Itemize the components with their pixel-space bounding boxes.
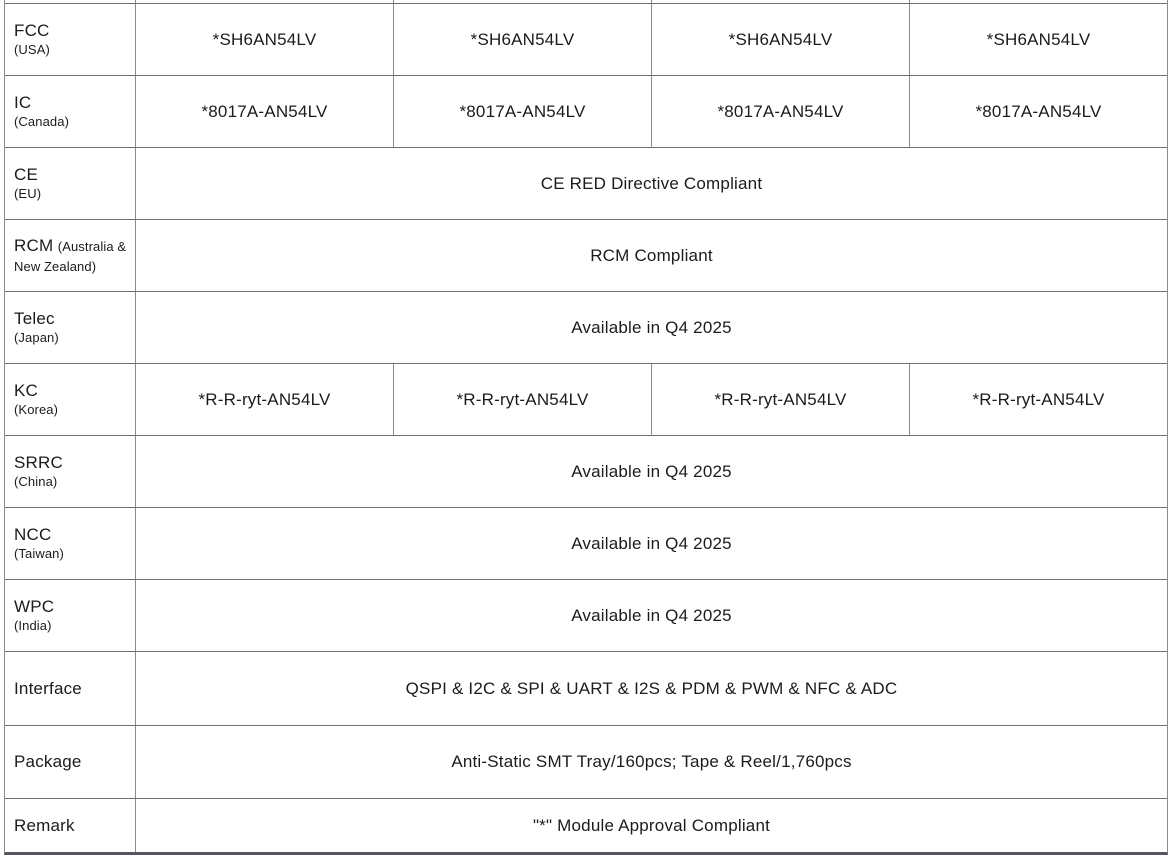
table-row-kc	[5, 363, 1167, 435]
row-label-interface	[14, 678, 82, 700]
row-label-main: KC	[14, 381, 39, 401]
cell-ic-3: *8017A-AN54LV	[652, 76, 910, 147]
row-label-region: (China)	[14, 474, 58, 490]
cropped-row-cell	[652, 0, 910, 3]
row-label-region: (Canada)	[14, 114, 69, 130]
cell-telec-span: Available in Q4 2025	[571, 317, 732, 337]
row-label-main: WPC	[14, 597, 55, 617]
cell-kc-2: *R-R-ryt-AN54LV	[394, 364, 652, 435]
cell-package-span: Anti-Static SMT Tray/160pcs; Tape & Reel/1,760pcs	[451, 752, 852, 771]
cell-ic-4: *8017A-AN54LV	[975, 101, 1102, 121]
row-label-main: CE	[14, 165, 39, 185]
table-row-ncc	[5, 507, 1167, 579]
row-label-main: Telec	[14, 309, 55, 329]
cell-fcc-2: *SH6AN54LV	[394, 4, 652, 75]
cell-wpc-span: Available in Q4 2025	[571, 605, 732, 625]
row-label-main: NCC	[14, 525, 52, 545]
table-row-ic	[5, 75, 1167, 147]
cropped-row-sliver	[5, 0, 1167, 3]
row-label-ce	[14, 164, 41, 202]
table-row-srrc	[5, 435, 1167, 507]
cropped-row-cell	[910, 0, 1167, 3]
cell-ce-span: CE RED Directive Compliant	[540, 173, 763, 193]
row-label-region: (USA)	[14, 42, 50, 58]
row-label-cell-ce	[5, 148, 136, 219]
row-label-region: (India)	[14, 618, 52, 634]
cropped-row-label-cell	[5, 0, 136, 3]
cell-rcm-span: RCM Compliant	[590, 245, 713, 265]
row-label-region: (Japan)	[14, 330, 59, 346]
cell-ncc-span: Available in Q4 2025	[571, 533, 732, 553]
row-label-cell-rcm	[5, 220, 136, 291]
row-label-remark	[14, 815, 75, 837]
cell-fcc-1: *SH6AN54LV	[136, 4, 394, 75]
row-label-cell-ncc	[5, 508, 136, 579]
row-label-region: (Taiwan)	[14, 546, 64, 562]
row-label-wpc	[14, 596, 54, 634]
row-label-rcm	[14, 235, 131, 277]
row-label-cell-package	[5, 726, 136, 798]
row-label-cell-telec	[5, 292, 136, 363]
table-row-wpc	[5, 579, 1167, 651]
cell-kc-3: *R-R-ryt-AN54LV	[652, 364, 910, 435]
table-row-ce	[5, 147, 1167, 219]
cell-srrc-span: Available in Q4 2025	[571, 461, 732, 481]
row-label-cell-kc	[5, 364, 136, 435]
row-label-region: (Australia & New Zealand)	[14, 238, 127, 274]
row-label-region: (EU)	[14, 186, 42, 202]
row-label-main: FCC	[14, 21, 50, 41]
row-label-main: RCM	[14, 235, 54, 255]
row-label-kc	[14, 380, 58, 418]
row-label-main: Interface	[14, 678, 82, 698]
row-label-telec	[14, 308, 59, 346]
row-label-fcc	[14, 20, 50, 58]
row-label-cell-interface	[5, 652, 136, 725]
row-label-main: Remark	[14, 815, 75, 835]
row-label-main: SRRC	[14, 453, 63, 473]
cell-kc-4: *R-R-ryt-AN54LV	[972, 389, 1105, 409]
cropped-row-cell	[394, 0, 652, 3]
table-row-remark	[5, 798, 1167, 852]
cell-ic-2: *8017A-AN54LV	[394, 76, 652, 147]
certification-table	[4, 0, 1168, 855]
row-label-main: Package	[14, 752, 82, 771]
cell-interface-span: QSPI & I2C & SPI & UART & I2S & PDM & PWM & NFC & ADC	[405, 678, 898, 698]
row-label-cell-remark	[5, 799, 136, 852]
row-label-cell-ic	[5, 76, 136, 147]
row-label-main: IC	[14, 93, 32, 113]
row-label-region: (Korea)	[14, 402, 59, 418]
row-label-srrc	[14, 452, 63, 490]
row-label-ic	[14, 92, 69, 130]
cropped-row-cell	[136, 0, 394, 3]
row-label-cell-wpc	[5, 580, 136, 651]
table-row-interface	[5, 651, 1167, 725]
table-row-rcm	[5, 219, 1167, 291]
row-label-cell-fcc	[5, 4, 136, 75]
cell-ic-1: *8017A-AN54LV	[136, 76, 394, 147]
table-row-telec	[5, 291, 1167, 363]
cell-fcc-3: *SH6AN54LV	[652, 4, 910, 75]
cell-remark-span: "*" Module Approval Compliant	[532, 815, 771, 835]
cell-kc-1: *R-R-ryt-AN54LV	[136, 364, 394, 435]
table-row-fcc	[5, 3, 1167, 75]
table-row-package	[5, 725, 1167, 798]
cell-fcc-4: *SH6AN54LV	[986, 29, 1091, 49]
row-label-package	[14, 751, 82, 773]
row-label-ncc	[14, 524, 64, 562]
row-label-cell-srrc	[5, 436, 136, 507]
